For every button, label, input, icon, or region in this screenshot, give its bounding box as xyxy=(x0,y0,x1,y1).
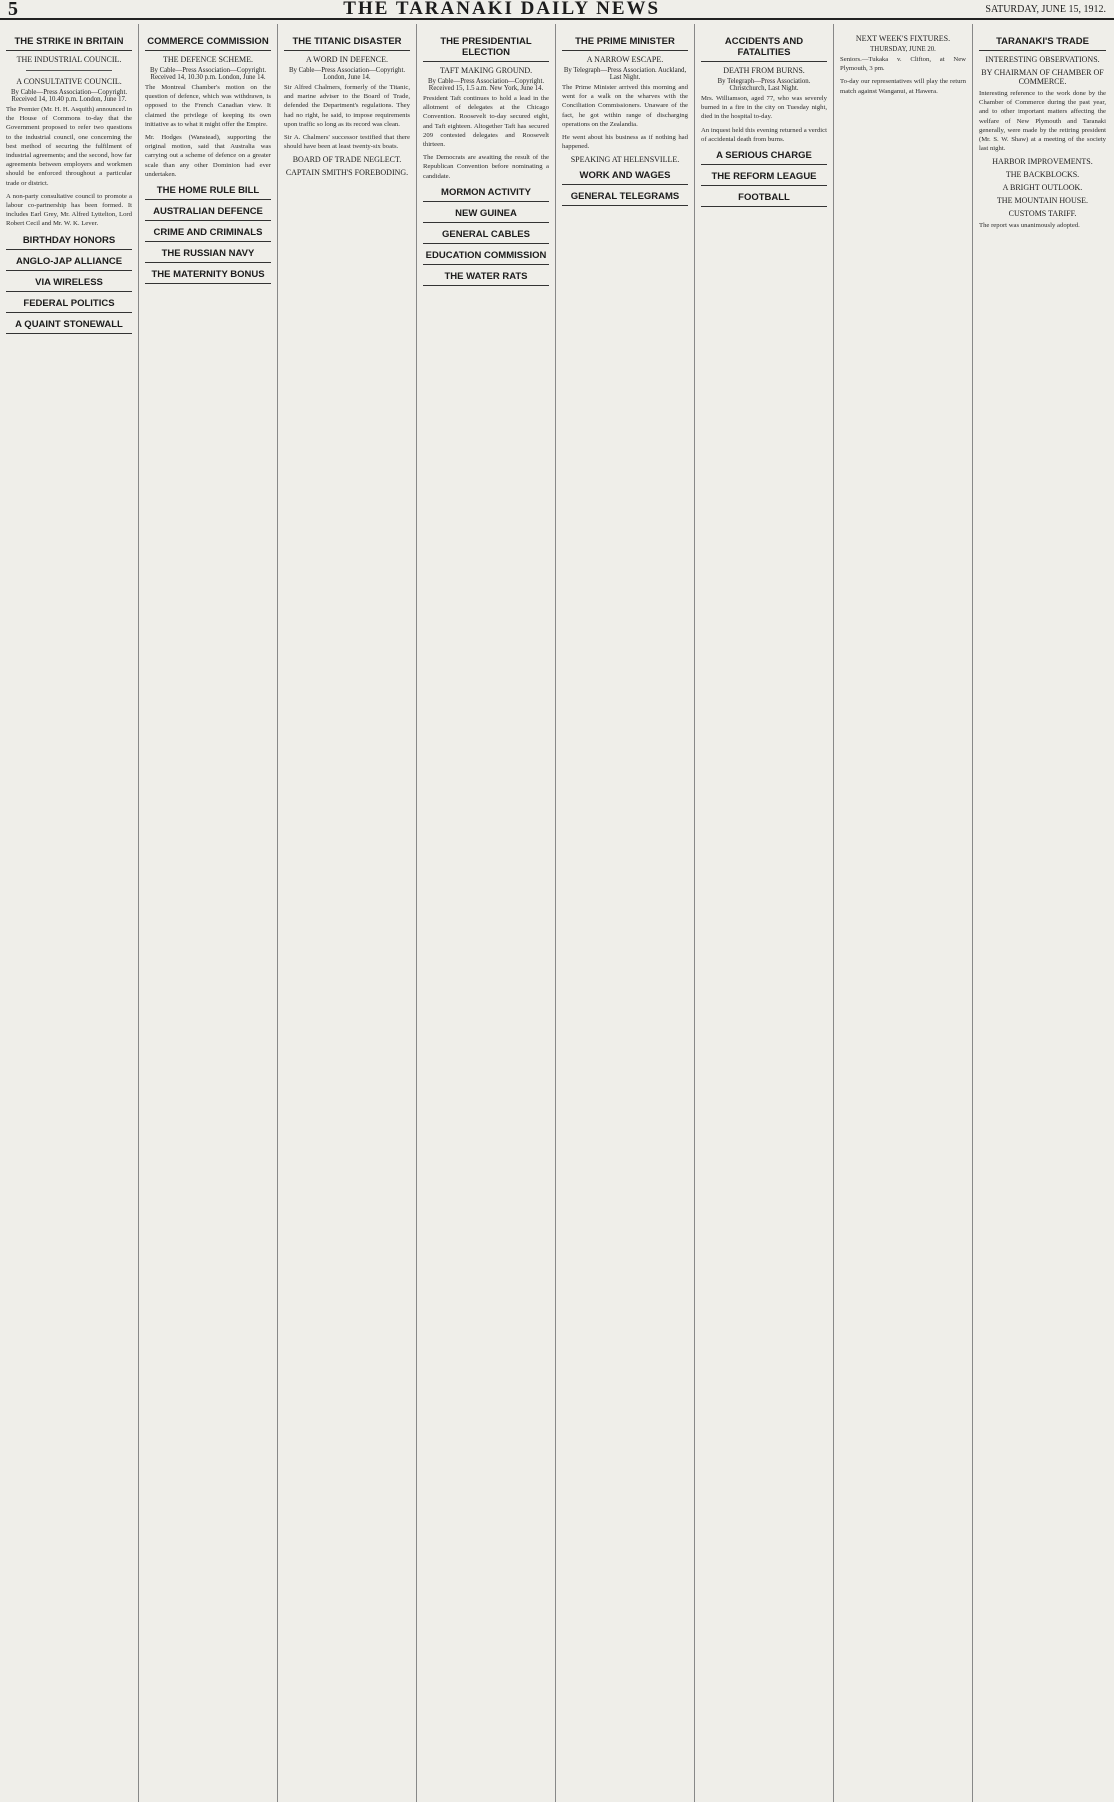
subheadline: SPEAKING AT HELENSVILLE. xyxy=(570,155,680,165)
column-3 xyxy=(278,24,417,1802)
subheadline: DEATH FROM BURNS. xyxy=(723,66,805,75)
column-6 xyxy=(695,24,834,1802)
article-paragraph: The Montreal Chamber's motion on the question of defence, which was withdrawn, is opposed to the French Canadian view. It claimed the privilege of keeping its own initiative as to what it might offer the Empire. xyxy=(145,84,271,128)
column-headline: THE PRESIDENTIAL ELECTION xyxy=(423,36,549,62)
article-paragraph: Mrs. Williamson, aged 77, who was severely burned in a fire in the city on Tuesday night, died in the hospital to-day. xyxy=(701,95,827,121)
column-headline: ACCIDENTS AND FATALITIES xyxy=(701,36,827,62)
article-paragraph: The Premier (Mr. H. H. Asquith) announced in the House of Commons to-day that the Government proposed to refer two questions to the industrial council, one concerning the best method of securing the fulfilment of industrial agreements; and the second, how far agreements between employers and workmen should be enforced throughout a particular trade or district. xyxy=(6,106,132,187)
subheadline: CUSTOMS TARIFF. xyxy=(1008,209,1077,219)
article-paragraph: A non-party consultative council to promote a labour co-partnership has been formed. It includes Earl Grey, Mr. Alfred Lyttelton, Lord Robert Cecil and Mr. W. K. Lever. xyxy=(6,192,132,228)
subheadline: HARBOR IMPROVEMENTS. xyxy=(992,157,1093,167)
section-headline: GENERAL TELEGRAMS xyxy=(562,191,688,206)
section-headline: THE WATER RATS xyxy=(423,271,549,286)
column-8 xyxy=(973,24,1112,1802)
column-7 xyxy=(834,24,973,1802)
subheadline: A CONSULTATIVE COUNCIL. xyxy=(16,77,122,86)
section-headline: A SERIOUS CHARGE xyxy=(701,150,827,165)
column-headline: TARANAKI'S TRADE xyxy=(979,36,1106,51)
section-headline: FOOTBALL xyxy=(701,192,827,207)
column-headline: COMMERCE COMMISSION xyxy=(145,36,271,51)
section-headline: EDUCATION COMMISSION xyxy=(423,250,549,265)
subheadline: BOARD OF TRADE NEGLECT. xyxy=(292,155,402,165)
dateline: By Telegraph—Press Association. Christchurch, Last Night. xyxy=(717,78,811,92)
column-4 xyxy=(417,24,556,1802)
issue-date: SATURDAY, JUNE 15, 1912. xyxy=(985,3,1106,15)
divider xyxy=(26,70,112,71)
dateline: By Cable—Press Association—Copyright. Received 14, 10.30 p.m. London, June 14. xyxy=(149,67,267,81)
section-headline: THE RUSSIAN NAVY xyxy=(145,248,271,263)
article-paragraph: The Prime Minister arrived this morning and went for a walk on the wharves with the Conciliation Commissioners. Unaware of the fact, he got within range of discharging operations on the Zealandia. xyxy=(562,84,688,128)
section-headline: NEW GUINEA xyxy=(423,208,549,223)
article-paragraph: He went about his business as if nothing had happened. xyxy=(562,134,688,151)
subheadline: BY CHAIRMAN OF CHAMBER OF COMMERCE. xyxy=(981,68,1104,86)
subheadline: THE MOUNTAIN HOUSE. xyxy=(996,196,1089,206)
section-headline: THE HOME RULE BILL xyxy=(145,185,271,200)
columns xyxy=(0,24,1114,1802)
section-headline: GENERAL CABLES xyxy=(423,229,549,244)
column-headline: THE TITANIC DISASTER xyxy=(284,36,410,51)
subheadline: NEXT WEEK'S FIXTURES. xyxy=(855,34,951,43)
dateline: By Cable—Press Association—Copyright. London, June 14. xyxy=(288,67,406,81)
newspaper-title: THE TARANAKI DAILY NEWS xyxy=(343,0,661,19)
subheadline: A WORD IN DEFENCE. xyxy=(305,55,389,64)
dateline: By Telegraph—Press Association. Auckland, Last Night. xyxy=(563,67,687,81)
article-paragraph: Seniors.—Tukaka v. Clifton, at New Plymouth, 3 pm. xyxy=(840,56,966,73)
subheadline: THE INDUSTRIAL COUNCIL. xyxy=(16,55,122,64)
column-5 xyxy=(556,24,695,1802)
article-paragraph: Sir Alfred Chalmers, formerly of the Titanic, and marine adviser to the Board of Trade, defended the Department's regulations. They had no right, he said, to impose requirements upon traffic so long as its record was clean. xyxy=(284,84,410,128)
section-headline: BIRTHDAY HONORS xyxy=(6,235,132,250)
article-paragraph: An inquest held this evening returned a verdict of accidental death from burns. xyxy=(701,126,827,143)
column-2 xyxy=(139,24,278,1802)
dateline: By Cable—Press Association—Copyright. Received 14, 10.40 p.m. London, June 17. xyxy=(10,89,128,103)
section-headline: THE REFORM LEAGUE xyxy=(701,171,827,186)
article-paragraph: Sir A. Chalmers' successor testified that there should have been at least twenty-six boats. xyxy=(284,134,410,151)
column-headline: THE STRIKE IN BRITAIN xyxy=(6,36,132,51)
article-paragraph: Interesting reference to the work done by the Chamber of Commerce during the past year, and to other important matters affecting the welfare of New Plymouth and Taranaki generally, were made by the retiring president (Mr. S. W. Shaw) at a meeting of the society last night. xyxy=(979,90,1106,153)
subheadline: A NARROW ESCAPE. xyxy=(586,55,664,64)
article-paragraph: To-day our representatives will play the return match against Wanganui, at Hawera. xyxy=(840,78,966,95)
section-headline: VIA WIRELESS xyxy=(6,277,132,292)
page-number: 5 xyxy=(8,0,18,20)
subheadline: A BRIGHT OUTLOOK. xyxy=(1002,183,1083,193)
article-paragraph: Mr. Hodges (Wanstead), supporting the original motion, said that Australia was carrying out a scheme of defence on a greater scale than any other Dominion had ever undertaken. xyxy=(145,134,271,178)
section-headline: WORK AND WAGES xyxy=(562,170,688,185)
section-headline: A QUAINT STONEWALL xyxy=(6,319,132,334)
article-paragraph: The report was unanimously adopted. xyxy=(979,222,1080,230)
section-headline: MORMON ACTIVITY xyxy=(423,187,549,202)
section-headline: AUSTRALIAN DEFENCE xyxy=(145,206,271,221)
subheadline: THE BACKBLOCKS. xyxy=(1005,170,1080,180)
column-headline: THE PRIME MINISTER xyxy=(562,36,688,51)
section-headline: ANGLO-JAP ALLIANCE xyxy=(6,256,132,271)
article-paragraph: President Taft continues to hold a lead in the allotment of delegates at the Chicago Convention. Roosevelt to-day secured eight, and Taft eighteen. Altogether Taft has secured 209 contested delegates and Roosevelt thirteen. xyxy=(423,95,549,149)
article-paragraph: The Democrats are awaiting the result of the Republican Convention before nominating a candidate. xyxy=(423,154,549,180)
column-1 xyxy=(0,24,139,1802)
subheadline: THE DEFENCE SCHEME. xyxy=(163,55,253,64)
section-headline: THE MATERNITY BONUS xyxy=(145,269,271,284)
subheadline: TAFT MAKING GROUND. xyxy=(439,66,533,75)
dateline: By Cable—Press Association—Copyright. Received 15, 1.5 a.m. New York, June 14. xyxy=(427,78,545,92)
masthead xyxy=(0,0,1114,20)
subheadline: INTERESTING OBSERVATIONS. xyxy=(985,55,1100,64)
section-headline: FEDERAL POLITICS xyxy=(6,298,132,313)
dateline: THURSDAY, JUNE 20. xyxy=(870,46,936,53)
section-headline: CRIME AND CRIMINALS xyxy=(145,227,271,242)
subheadline: CAPTAIN SMITH'S FOREBODING. xyxy=(285,168,409,178)
